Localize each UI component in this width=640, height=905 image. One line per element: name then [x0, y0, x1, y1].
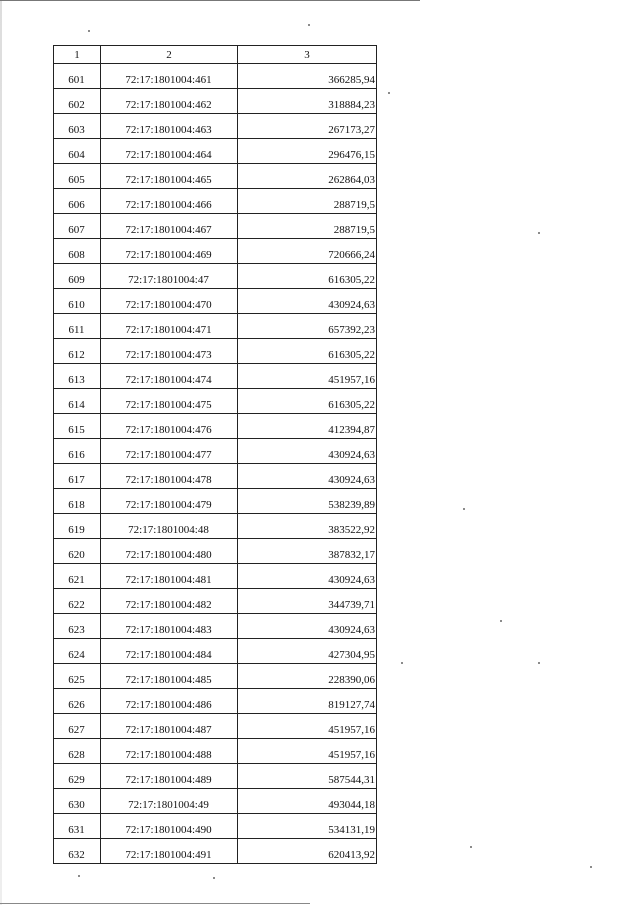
row-number: 617 — [54, 464, 101, 489]
cadastral-value: 616305,22 — [238, 264, 377, 289]
table-row — [54, 764, 377, 789]
table-row — [54, 239, 377, 264]
cadastral-value: 616305,22 — [238, 339, 377, 364]
scan-speck — [213, 877, 215, 879]
cadastral-number: 72:17:1801004:490 — [101, 814, 238, 839]
row-number: 614 — [54, 389, 101, 414]
table-row — [54, 589, 377, 614]
row-number: 625 — [54, 664, 101, 689]
cadastral-value: 344739,71 — [238, 589, 377, 614]
table-row — [54, 614, 377, 639]
row-number: 626 — [54, 689, 101, 714]
cadastral-number: 72:17:1801004:49 — [101, 789, 238, 814]
column-header-value: 3 — [238, 46, 377, 64]
table-row — [54, 114, 377, 139]
row-number: 628 — [54, 739, 101, 764]
cadastral-value: 616305,22 — [238, 389, 377, 414]
scan-speck — [500, 620, 502, 622]
cadastral-value: 383522,92 — [238, 514, 377, 539]
cadastral-number: 72:17:1801004:481 — [101, 564, 238, 589]
table-row — [54, 814, 377, 839]
column-header-number: 1 — [54, 46, 101, 64]
row-number: 620 — [54, 539, 101, 564]
cadastral-value-table — [53, 45, 377, 864]
row-number: 622 — [54, 589, 101, 614]
cadastral-number: 72:17:1801004:475 — [101, 389, 238, 414]
table-row — [54, 289, 377, 314]
row-number: 607 — [54, 214, 101, 239]
cadastral-number: 72:17:1801004:463 — [101, 114, 238, 139]
scan-speck — [538, 662, 540, 664]
table-row — [54, 664, 377, 689]
scan-speck — [401, 662, 403, 664]
table-row — [54, 339, 377, 364]
cadastral-value: 451957,16 — [238, 714, 377, 739]
cadastral-value: 318884,23 — [238, 89, 377, 114]
cadastral-value: 430924,63 — [238, 289, 377, 314]
scan-speck — [470, 846, 472, 848]
cadastral-number: 72:17:1801004:484 — [101, 639, 238, 664]
row-number: 629 — [54, 764, 101, 789]
cadastral-number: 72:17:1801004:479 — [101, 489, 238, 514]
cadastral-number: 72:17:1801004:471 — [101, 314, 238, 339]
cadastral-value: 366285,94 — [238, 64, 377, 89]
row-number: 602 — [54, 89, 101, 114]
cadastral-number: 72:17:1801004:467 — [101, 214, 238, 239]
row-number: 610 — [54, 289, 101, 314]
row-number: 604 — [54, 139, 101, 164]
row-number: 603 — [54, 114, 101, 139]
row-number: 616 — [54, 439, 101, 464]
row-number: 619 — [54, 514, 101, 539]
table-row — [54, 714, 377, 739]
row-number: 621 — [54, 564, 101, 589]
column-header-cadastral: 2 — [101, 46, 238, 64]
scan-speck — [78, 875, 80, 877]
cadastral-number: 72:17:1801004:461 — [101, 64, 238, 89]
scan-left-edge — [0, 0, 2, 905]
cadastral-number: 72:17:1801004:482 — [101, 589, 238, 614]
cadastral-value: 451957,16 — [238, 739, 377, 764]
scan-speck — [538, 232, 540, 234]
scan-bottom-rule — [0, 903, 310, 904]
cadastral-value: 819127,74 — [238, 689, 377, 714]
cadastral-value: 534131,19 — [238, 814, 377, 839]
cadastral-value: 387832,17 — [238, 539, 377, 564]
cadastral-number: 72:17:1801004:466 — [101, 189, 238, 214]
table-row — [54, 489, 377, 514]
table-row — [54, 89, 377, 114]
table-row — [54, 539, 377, 564]
cadastral-number: 72:17:1801004:47 — [101, 264, 238, 289]
cadastral-number: 72:17:1801004:491 — [101, 839, 238, 864]
table-row — [54, 364, 377, 389]
cadastral-number: 72:17:1801004:489 — [101, 764, 238, 789]
cadastral-number: 72:17:1801004:473 — [101, 339, 238, 364]
row-number: 611 — [54, 314, 101, 339]
scan-speck — [463, 508, 465, 510]
table-row — [54, 514, 377, 539]
cadastral-number: 72:17:1801004:478 — [101, 464, 238, 489]
cadastral-value: 430924,63 — [238, 464, 377, 489]
cadastral-number: 72:17:1801004:474 — [101, 364, 238, 389]
cadastral-number: 72:17:1801004:470 — [101, 289, 238, 314]
cadastral-number: 72:17:1801004:488 — [101, 739, 238, 764]
table-row — [54, 639, 377, 664]
cadastral-value: 430924,63 — [238, 439, 377, 464]
cadastral-value: 412394,87 — [238, 414, 377, 439]
cadastral-value: 493044,18 — [238, 789, 377, 814]
cadastral-value: 296476,15 — [238, 139, 377, 164]
cadastral-value: 620413,92 — [238, 839, 377, 864]
cadastral-value: 267173,27 — [238, 114, 377, 139]
cadastral-value: 427304,95 — [238, 639, 377, 664]
table-row — [54, 689, 377, 714]
row-number: 627 — [54, 714, 101, 739]
cadastral-value: 430924,63 — [238, 564, 377, 589]
cadastral-value: 720666,24 — [238, 239, 377, 264]
table-row — [54, 739, 377, 764]
scan-speck — [388, 92, 390, 94]
table-row — [54, 439, 377, 464]
cadastral-value: 587544,31 — [238, 764, 377, 789]
row-number: 624 — [54, 639, 101, 664]
row-number: 612 — [54, 339, 101, 364]
row-number: 623 — [54, 614, 101, 639]
cadastral-value: 451957,16 — [238, 364, 377, 389]
table-row — [54, 139, 377, 164]
cadastral-number: 72:17:1801004:464 — [101, 139, 238, 164]
table-row — [54, 789, 377, 814]
row-number: 613 — [54, 364, 101, 389]
table-row — [54, 464, 377, 489]
cadastral-value: 228390,06 — [238, 664, 377, 689]
row-number: 632 — [54, 839, 101, 864]
row-number: 630 — [54, 789, 101, 814]
row-number: 606 — [54, 189, 101, 214]
cadastral-number: 72:17:1801004:480 — [101, 539, 238, 564]
cadastral-value: 657392,23 — [238, 314, 377, 339]
table-row — [54, 64, 377, 89]
table-header-row — [54, 46, 377, 64]
row-number: 608 — [54, 239, 101, 264]
row-number: 631 — [54, 814, 101, 839]
table-row — [54, 214, 377, 239]
table-row — [54, 164, 377, 189]
cadastral-value: 262864,03 — [238, 164, 377, 189]
row-number: 605 — [54, 164, 101, 189]
scan-speck — [590, 866, 592, 868]
cadastral-number: 72:17:1801004:485 — [101, 664, 238, 689]
scan-top-rule — [0, 0, 420, 1]
row-number: 618 — [54, 489, 101, 514]
row-number: 601 — [54, 64, 101, 89]
table-row — [54, 264, 377, 289]
table-row — [54, 839, 377, 864]
cadastral-value: 288719,5 — [238, 214, 377, 239]
cadastral-value: 538239,89 — [238, 489, 377, 514]
cadastral-number: 72:17:1801004:483 — [101, 614, 238, 639]
table-row — [54, 414, 377, 439]
cadastral-value: 430924,63 — [238, 614, 377, 639]
cadastral-number: 72:17:1801004:476 — [101, 414, 238, 439]
cadastral-number: 72:17:1801004:462 — [101, 89, 238, 114]
row-number: 609 — [54, 264, 101, 289]
cadastral-number: 72:17:1801004:477 — [101, 439, 238, 464]
cadastral-number: 72:17:1801004:465 — [101, 164, 238, 189]
cadastral-number: 72:17:1801004:486 — [101, 689, 238, 714]
table-row — [54, 314, 377, 339]
scan-speck — [308, 24, 310, 26]
table-row — [54, 564, 377, 589]
cadastral-value: 288719,5 — [238, 189, 377, 214]
table-row — [54, 389, 377, 414]
cadastral-number: 72:17:1801004:487 — [101, 714, 238, 739]
row-number: 615 — [54, 414, 101, 439]
cadastral-number: 72:17:1801004:48 — [101, 514, 238, 539]
table-row — [54, 189, 377, 214]
scan-speck — [88, 30, 90, 32]
cadastral-number: 72:17:1801004:469 — [101, 239, 238, 264]
